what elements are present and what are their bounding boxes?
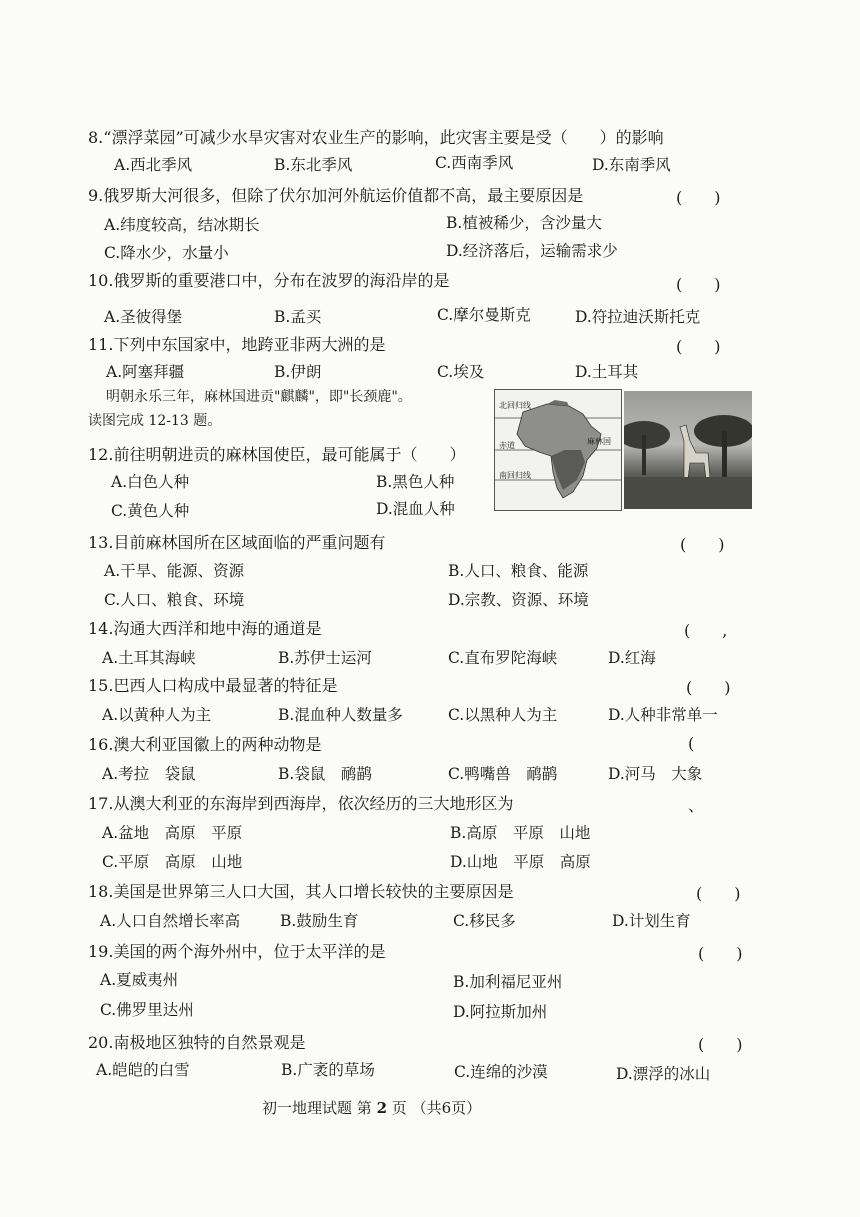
question-8-stem: 8.“漂浮菜园”可减少水旱灾害对农业生产的影响，此灾害主要是受（ ）的影响 [88, 128, 664, 147]
question-14-option-d[interactable]: D.红海 [608, 649, 656, 667]
question-17-answer-blank[interactable]: 、 [688, 796, 705, 815]
question-13-answer-blank[interactable]: ( ) [680, 535, 725, 554]
map-label-malindi: 麻林国 [587, 437, 611, 446]
question-12-option-c[interactable]: C.黄色人种 [111, 502, 190, 520]
page-footer: 初一地理试题 第 2 页 （共6页） [262, 1099, 482, 1117]
question-15-stem: 15.巴西人口构成中最显著的特征是 [88, 676, 338, 695]
question-11-answer-blank[interactable]: ( ) [676, 337, 721, 356]
question-10-option-c[interactable]: C.摩尔曼斯克 [437, 306, 531, 324]
question-8-option-c[interactable]: C.西南季风 [435, 154, 514, 172]
giraffe-photo-drawing [624, 391, 752, 509]
question-9-option-b[interactable]: B.植被稀少，含沙量大 [446, 214, 602, 232]
passage-text: 明朝永乐三年，麻林国进贡"麒麟"，即"长颈鹿"。 [106, 389, 412, 405]
question-9-option-a[interactable]: A.纬度较高，结冰期长 [104, 216, 260, 234]
question-16-option-c[interactable]: C.鸭嘴兽 鸸鹋 [448, 765, 558, 783]
question-12-stem: 12.前往明朝进贡的麻林国使臣，最可能属于（ ） [88, 445, 466, 464]
question-19-answer-blank[interactable]: ( ) [698, 944, 743, 963]
question-15-option-d[interactable]: D.人种非常单一 [608, 706, 718, 724]
question-17-option-d[interactable]: D.山地 平原 高原 [450, 853, 591, 871]
question-14-stem: 14.沟通大西洋和地中海的通道是 [88, 619, 322, 638]
question-9-option-d[interactable]: D.经济落后，运输需求少 [446, 242, 618, 260]
question-13-option-c[interactable]: C.人口、粮食、环境 [104, 591, 245, 609]
question-16-stem: 16.澳大利亚国徽上的两种动物是 [88, 735, 322, 754]
question-11-option-b[interactable]: B.伊朗 [274, 363, 322, 381]
question-18-stem: 18.美国是世界第三人口大国，其人口增长较快的主要原因是 [88, 882, 514, 901]
question-12-option-d[interactable]: D.混血人种 [376, 500, 455, 518]
map-label-tropic-north: 北回归线 [499, 401, 531, 410]
question-15-option-b[interactable]: B.混血种人数量多 [278, 706, 403, 724]
question-19-stem: 19.美国的两个海外州中，位于太平洋的是 [88, 942, 386, 961]
question-10-option-b[interactable]: B.孟买 [274, 308, 322, 326]
question-8-option-b[interactable]: B.东北季风 [274, 156, 353, 174]
question-10-option-d[interactable]: D.符拉迪沃斯托克 [575, 308, 701, 326]
question-15-option-c[interactable]: C.以黑种人为主 [448, 706, 558, 724]
question-11-option-d[interactable]: D.土耳其 [575, 363, 639, 381]
map-label-equator: 赤道 [499, 441, 515, 450]
question-13-option-b[interactable]: B.人口、粮食、能源 [448, 562, 589, 580]
page-number: 2 [376, 1099, 387, 1117]
africa-map [494, 389, 622, 511]
question-18-option-a[interactable]: A.人口自然增长率高 [100, 912, 241, 930]
map-label-tropic-south: 南回归线 [499, 471, 531, 480]
question-20-option-b[interactable]: B.广袤的草场 [281, 1061, 375, 1079]
question-14-answer-blank[interactable]: ( , [684, 621, 728, 640]
question-14-option-b[interactable]: B.苏伊士运河 [278, 649, 372, 667]
question-12-option-b[interactable]: B.黑色人种 [376, 473, 455, 491]
question-17-option-b[interactable]: B.高原 平原 山地 [450, 824, 591, 842]
question-19-option-a[interactable]: A.夏威夷州 [100, 971, 179, 989]
question-11-option-a[interactable]: A.阿塞拜疆 [106, 363, 185, 381]
figure-map-and-photo [494, 389, 752, 511]
question-10-stem: 10.俄罗斯的重要港口中，分布在波罗的海沿岸的是 [88, 271, 450, 290]
ground-shape [624, 477, 752, 509]
question-19-option-d[interactable]: D.阿拉斯加州 [453, 1003, 548, 1021]
question-17-stem: 17.从澳大利亚的东海岸到西海岸，依次经历的三大地形区为 [88, 794, 514, 813]
question-19-option-b[interactable]: B.加利福尼亚州 [453, 973, 563, 991]
question-13-stem: 13.目前麻林国所在区域面临的严重问题有 [88, 533, 386, 552]
question-17-option-c[interactable]: C.平原 高原 山地 [102, 853, 243, 871]
question-13-option-a[interactable]: A.干旱、能源、资源 [104, 562, 245, 580]
question-10-option-a[interactable]: A.圣彼得堡 [104, 308, 183, 326]
question-9-stem: 9.俄罗斯大河很多，但除了伏尔加河外航运价值都不高，最主要原因是 [88, 186, 584, 205]
question-9-answer-blank[interactable]: ( ) [676, 188, 721, 207]
question-20-answer-blank[interactable]: ( ) [698, 1035, 743, 1054]
question-14-option-c[interactable]: C.直布罗陀海峡 [448, 649, 558, 667]
giraffe-photo [624, 391, 752, 509]
question-18-option-b[interactable]: B.鼓励生育 [280, 912, 359, 930]
question-16-option-d[interactable]: D.河马 大象 [608, 765, 703, 783]
question-20-stem: 20.南极地区独特的自然景观是 [88, 1033, 306, 1052]
question-20-option-c[interactable]: C.连绵的沙漠 [454, 1063, 548, 1081]
tree-trunk-left [642, 435, 646, 475]
question-9-option-c[interactable]: C.降水少，水量小 [104, 244, 229, 262]
question-18-answer-blank[interactable]: ( ) [696, 884, 741, 903]
question-16-option-b[interactable]: B.袋鼠 鸸鹋 [278, 765, 372, 783]
question-16-option-a[interactable]: A.考拉 袋鼠 [102, 765, 196, 783]
question-18-option-c[interactable]: C.移民多 [453, 912, 516, 930]
question-12-option-a[interactable]: A.白色人种 [111, 473, 190, 491]
question-10-answer-blank[interactable]: ( ) [676, 275, 721, 294]
question-19-option-c[interactable]: C.佛罗里达州 [100, 1001, 194, 1019]
question-20-option-a[interactable]: A.皑皑的白雪 [96, 1061, 190, 1079]
question-8-option-d[interactable]: D.东南季风 [592, 156, 671, 174]
question-14-option-a[interactable]: A.土耳其海峡 [102, 649, 196, 667]
passage-instruction: 读图完成 12-13 题。 [88, 413, 222, 429]
question-11-option-c[interactable]: C.埃及 [437, 363, 485, 381]
question-16-answer-blank[interactable]: ( [688, 734, 695, 753]
question-11-stem: 11.下列中东国家中，地跨亚非两大洲的是 [88, 335, 386, 354]
tree-canopy-left [624, 421, 670, 449]
question-17-option-a[interactable]: A.盆地 高原 平原 [102, 824, 243, 842]
question-18-option-d[interactable]: D.计划生育 [612, 912, 691, 930]
question-20-option-d[interactable]: D.漂浮的冰山 [616, 1065, 711, 1083]
question-15-option-a[interactable]: A.以黄种人为主 [102, 706, 212, 724]
question-15-answer-blank[interactable]: ( ) [686, 678, 731, 697]
question-13-option-d[interactable]: D.宗教、资源、环境 [448, 591, 589, 609]
question-8-option-a[interactable]: A.西北季风 [114, 156, 193, 174]
tree-trunk-right [722, 431, 727, 477]
